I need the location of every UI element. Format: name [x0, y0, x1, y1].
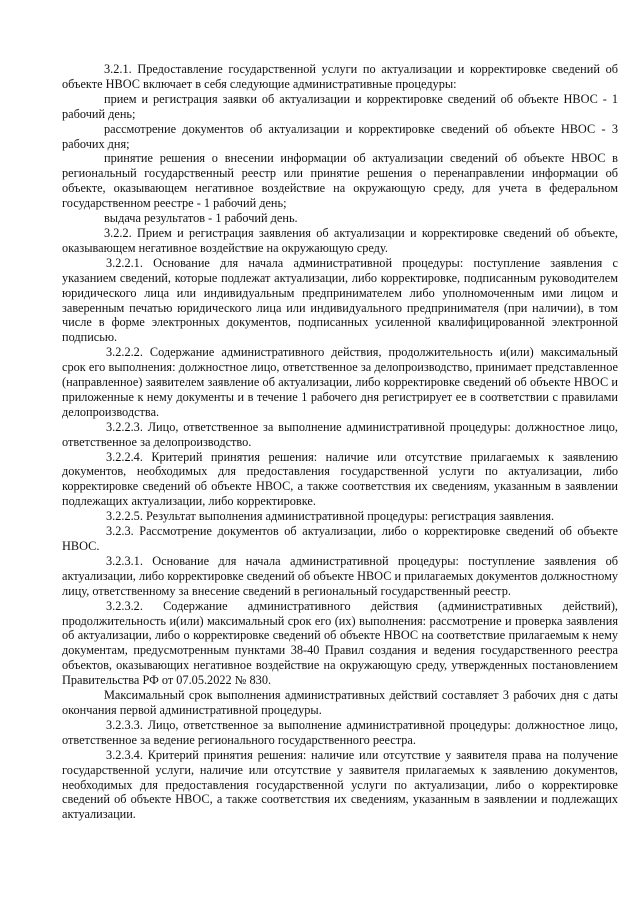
paragraph-3-2-3-1: 3.2.3.1. Основание для начала административной процедуры: поступление заявления об актуализации, либо корректировке сведений об объекте НВОС и прилагаемых документов должностному лицу, ответственному за внесение сведений в региональный государственный реестр. — [62, 553, 618, 598]
paragraph-list-item-3: принятие решения о внесении информации об актуализации сведений об объекте НВОС в региональный государственный реестр или принятие решения о перенаправлении информации об объекте, оказывающем негативное воздействие на окружающую среду, для учета в федеральном государственном реестре - 1 рабочий день; — [62, 151, 618, 211]
paragraph-list-item-1: прием и регистрация заявки об актуализации и корректировке сведений об объекте НВОС - 1 рабочий день; — [62, 91, 618, 121]
paragraph-max-term: Максимальный срок выполнения административных действий составляет 3 рабочих дня с даты окончания первой административной процедуры. — [62, 688, 618, 717]
paragraph-3-2-2-4: 3.2.2.4. Критерий принятия решения: наличие или отсутствие прилагаемых к заявлению документов, необходимых для предоставления государственной услуги по актуализации, либо корректировке сведений об объекте НВОС, а также соответствия их сведениям, указанным в заявлении подлежащих актуализации, либо корректировке. — [62, 449, 618, 509]
paragraph-3-2-1: 3.2.1. Предоставление государственной услуги по актуализации и корректировке сведений об объекте НВОС включает в себя следующие административные процедуры: — [62, 62, 618, 91]
document-page — [62, 62, 618, 822]
paragraph-3-2-2-5: 3.2.2.5. Результат выполнения административной процедуры: регистрация заявления. — [106, 509, 555, 524]
paragraph-3-2-2-1: 3.2.2.1. Основание для начала административной процедуры: поступление заявления с указанием сведений, которые подлежат актуализации, либо корректировке, подписанным руководителем юридического лица или индивидуальным предпринимателем либо уполномоченным ими лицом и заверенным печатью юридического лица или индивидуального предпринимателя (при наличии), в том числе в форме электронных документов, подписанных усиленной квалифицированной электронной подписью. — [62, 255, 618, 345]
paragraph-3-2-2: 3.2.2. Прием и регистрация заявления об актуализации и корректировке сведений об объекте, оказывающем негативное воздействие на окружающую среду. — [62, 225, 618, 255]
paragraph-list-item-4: выдача результатов - 1 рабочий день. — [104, 211, 298, 226]
paragraph-3-2-2-3: 3.2.2.3. Лицо, ответственное за выполнение административной процедуры: должностное лицо, ответственное за делопроизводство. — [62, 419, 618, 449]
paragraph-3-2-3-2: 3.2.3.2. Содержание административного действия (административных действий), продолжительность и(или) максимальный срок его (их) выполнения: рассмотрение и проверка заявления об актуализации, либо о корректировке сведений об объекте НВОС на соответствие прилагаемым к нему документам, предусмотренным пунктами 38-40 Правил создания и ведения государственного реестра объектов, оказывающих негативное воздействие на окружающую среду, утвержденных постановлением Правительства РФ от 07.05.2022 № 830. — [62, 598, 618, 688]
paragraph-3-2-2-2: 3.2.2.2. Содержание административного действия, продолжительность и(или) максимальный срок его выполнения: должностное лицо, ответственное за делопроизводство, принимает представленное (направленное) заявителем заявление об актуализации, либо корректировке сведений об объекте НВОС и приложенные к нему документы и в течение 1 рабочего дня регистрирует ее в соответствии с правилами делопроизводства. — [62, 345, 618, 419]
paragraph-3-2-3-3: 3.2.3.3. Лицо, ответственное за выполнение административной процедуры: должностное лицо, ответственное за ведение регионального государственного реестра. — [62, 717, 618, 747]
paragraph-3-2-3-4: 3.2.3.4. Критерий принятия решения: наличие или отсутствие у заявителя права на получение государственной услуги, наличие или отсутствие у заявителя прилагаемых к заявлению документов, необходимых для предоставления государственной услуги по актуализации, либо о корректировке сведений об объекте НВОС, а также соответствия их сведениям, указанным в заявлении и подлежащих актуализации. — [62, 747, 618, 822]
paragraph-list-item-2: рассмотрение документов об актуализации и корректировке сведений об объекте НВОС - 3 рабочих дня; — [62, 121, 618, 151]
paragraph-3-2-3: 3.2.3. Рассмотрение документов об актуализации, либо о корректировке сведений об объекте НВОС. — [62, 524, 618, 553]
